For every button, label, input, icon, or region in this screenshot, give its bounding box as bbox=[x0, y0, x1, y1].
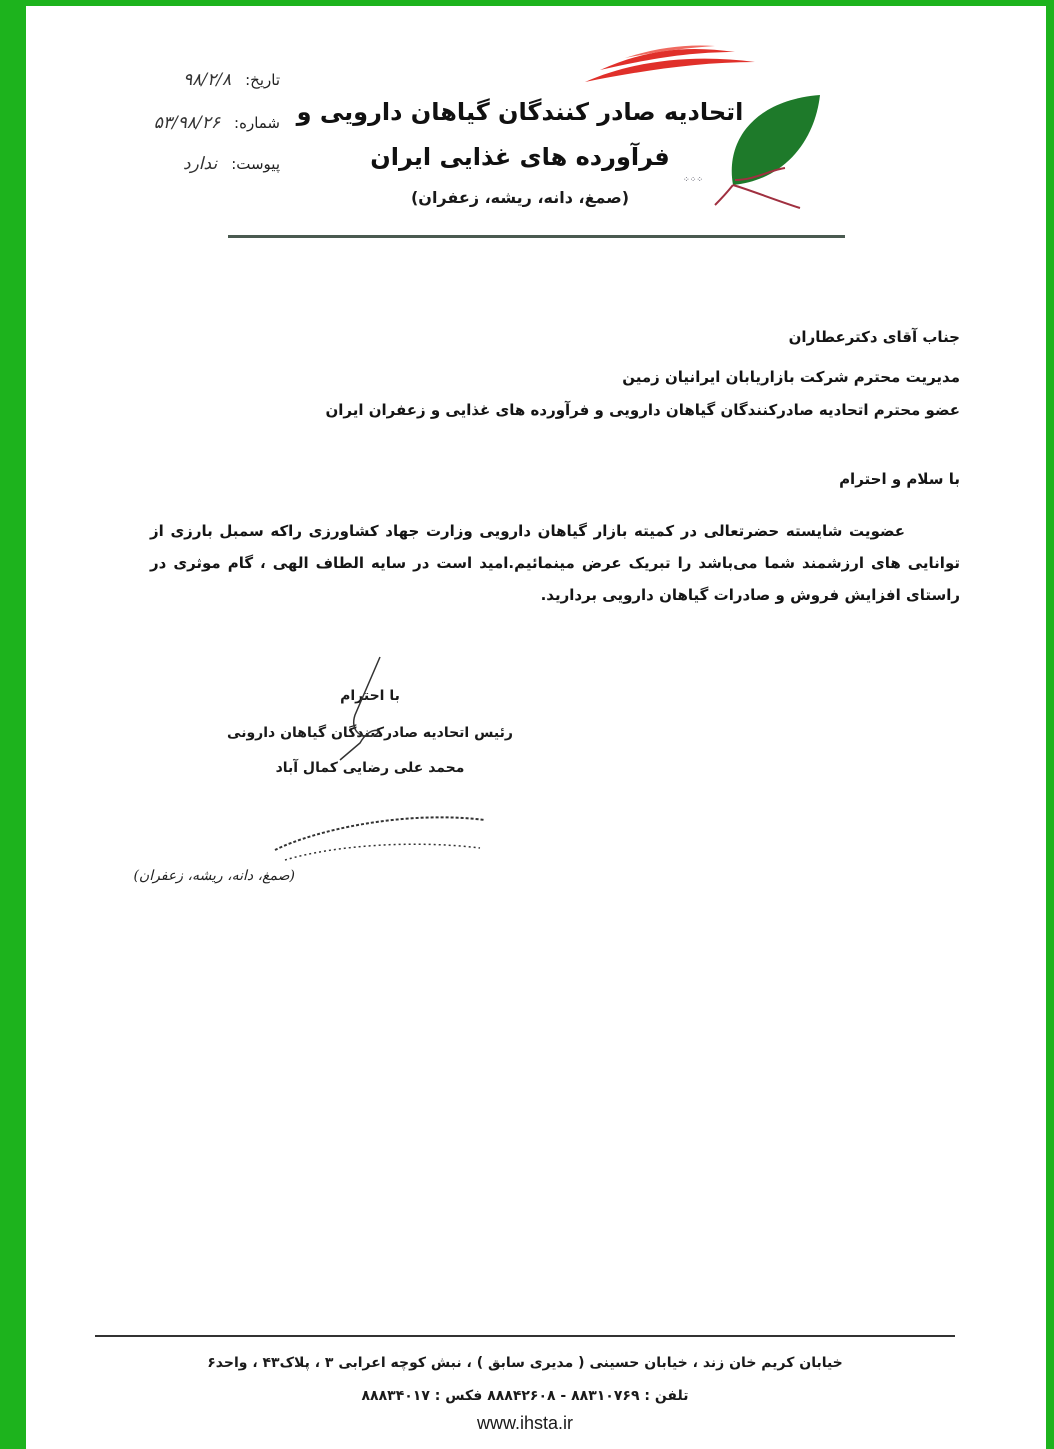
org-logo bbox=[575, 40, 835, 215]
number-value: ۵۳/۹۸/۲۶ bbox=[153, 113, 221, 133]
footer-phone: تلفن : ۸۸۳۱۰۷۶۹ - ۸۸۸۴۲۶۰۸ فکس : ۸۸۸۳۴۰۱۷ bbox=[361, 1388, 689, 1404]
meta-date bbox=[100, 58, 280, 102]
signature-closing: با احترام bbox=[340, 688, 400, 704]
org-title-line2: فرآورده های غذایی ایران bbox=[370, 143, 670, 171]
number-label: شماره: bbox=[234, 114, 280, 132]
footer-address: خیابان کریم خان زند ، خیابان حسینی ( مدیری سابق ) ، نبش کوچه اعرابی ۳ ، پلاک۴۳ ، واحد۶ bbox=[207, 1355, 843, 1371]
addressee-line-1: جناب آقای دکترعطاران bbox=[788, 328, 960, 346]
footer-website[interactable]: www.ihsta.ir bbox=[476, 1413, 574, 1433]
date-value: ۹۸/۲/۸ bbox=[183, 70, 232, 90]
svg-text:(صمغ، دانه، ریشه، زعفران): (صمغ، دانه، ریشه، زعفران) bbox=[133, 868, 295, 884]
header-divider bbox=[228, 235, 845, 238]
org-title-line1: اتحادیه صادر کنندگان گیاهان دارویی و bbox=[296, 98, 744, 126]
meta-number bbox=[100, 102, 280, 144]
addressee-line-3: عضو محترم اتحادیه صادرکنندگان گیاهان دارویی و فرآورده های غذایی و زعفران ایران bbox=[325, 401, 960, 419]
date-label: تاریخ: bbox=[245, 71, 280, 89]
letter-body: عضویت شایسته حضرتعالی در کمیته بازار گیاهان دارویی وزارت جهاد کشاورزی راکه سمبل بارزی از توانایی های ارزشمند شما می‌باشد را تبریک عرض مینمائیم.امید است در سایه الطاف الهی ، گام موثری در راستای افزایش فروش و صادرات گیاهان دارویی بردارید. bbox=[150, 522, 960, 604]
attachment-label: پیوست: bbox=[231, 155, 280, 173]
letter-meta bbox=[100, 58, 280, 184]
svg-text:⁘⁘⁘: ⁘⁘⁘ bbox=[683, 175, 704, 184]
handwritten-signature bbox=[300, 655, 420, 775]
swoosh-icon bbox=[585, 59, 755, 82]
meta-attachment bbox=[100, 144, 280, 184]
stamp bbox=[133, 800, 495, 890]
signature-name: محمد علی رضایی کمال آباد bbox=[275, 760, 465, 776]
org-subtitle: (صمغ، دانه، ریشه، زعفران) bbox=[410, 188, 630, 207]
signature-position: رئیس اتحادیه صادرکنندگان گیاهان دارونی bbox=[227, 725, 513, 741]
footer-divider bbox=[95, 1335, 955, 1337]
attachment-value: ندارد bbox=[183, 154, 218, 174]
leaf-icon bbox=[732, 95, 820, 185]
greeting: با سلام و احترام bbox=[839, 470, 960, 488]
addressee-line-2: مدیریت محترم شرکت بازاریابان ایرانیان زمین bbox=[622, 368, 960, 386]
